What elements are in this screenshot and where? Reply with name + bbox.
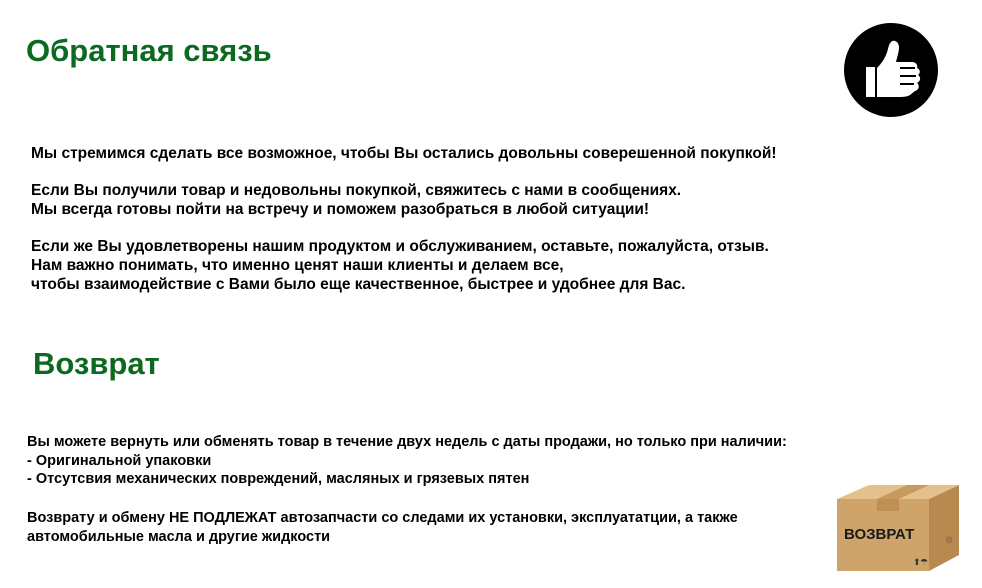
text-line: Мы стремимся сделать все возможное, чтобы Вы остались довольны соверешенной покупкой! <box>31 145 777 162</box>
text-line: Если Вы получили товар и недовольны покупкой, свяжитесь с нами в сообщениях. <box>31 182 682 199</box>
svg-text:♲: ♲ <box>945 535 954 545</box>
return-exclusions-paragraph <box>27 509 738 546</box>
feedback-title: Обратная связь <box>26 33 272 68</box>
thumbs-up-icon <box>844 23 938 117</box>
text-line: - Оригинальной упаковки <box>27 452 212 469</box>
text-line: чтобы взаимодействие с Вами было еще качественное, быстрее и удобнее для Вас. <box>31 276 686 293</box>
text-line: Мы всегда готовы пойти на встречу и поможем разобраться в любой ситуации! <box>31 201 650 218</box>
feedback-paragraph <box>31 181 681 219</box>
text-line: автомобильные масла и другие жидкости <box>27 528 331 545</box>
return-box-icon <box>833 481 965 573</box>
svg-text:☂: ☂ <box>920 557 929 567</box>
box-label: ВОЗВРАТ <box>844 526 915 543</box>
return-title: Возврат <box>33 346 160 381</box>
feedback-paragraph <box>31 144 777 163</box>
text-line: - Отсутсвия механических повреждений, масляных и грязевых пятен <box>27 471 530 487</box>
text-line: Нам важно понимать, что именно ценят наши клиенты и делаем все, <box>31 257 564 274</box>
text-line: Если же Вы удовлетворены нашим продуктом и обслуживанием, оставьте, пожалуйста, отзыв. <box>31 238 769 255</box>
text-line: Возврату и обмену НЕ ПОДЛЕЖАТ автозапчасти со следами их установки, эксплуататции, а также <box>27 510 738 526</box>
text-line: Вы можете вернуть или обменять товар в течение двух недель с даты продажи, но только при наличии: <box>27 434 787 450</box>
svg-text:⬆: ⬆ <box>913 557 921 567</box>
return-conditions-paragraph <box>27 433 787 489</box>
feedback-paragraph <box>31 237 769 294</box>
